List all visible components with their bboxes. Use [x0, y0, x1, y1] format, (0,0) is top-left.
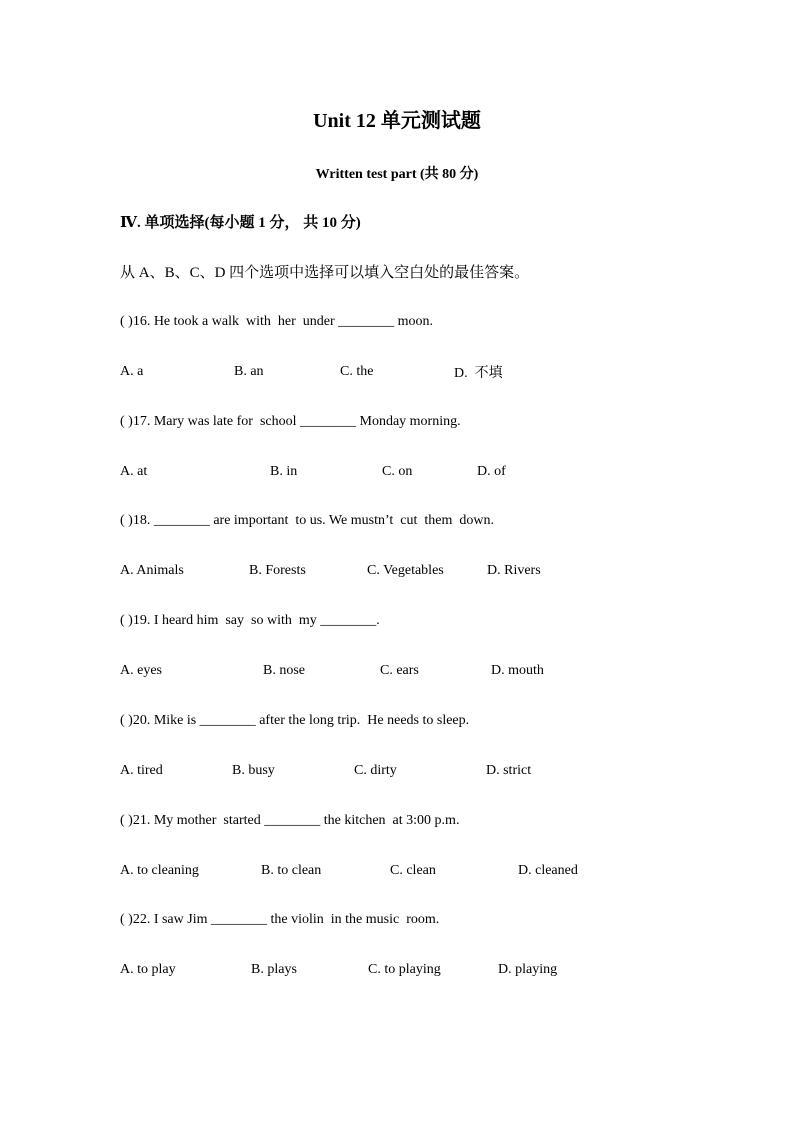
- question-18: ( )18. ________ are important to us. We mustn’t cut them down.: [120, 513, 494, 528]
- question-16-option-b: B. an: [234, 364, 264, 379]
- page-subtitle: Written test part (共 80 分): [315, 167, 479, 182]
- question-19-option-d: D. mouth: [491, 663, 544, 678]
- question-18-option-c: C. Vegetables: [367, 563, 444, 578]
- question-16-option-c: C. the: [340, 364, 374, 379]
- question-16-option-a: A. a: [120, 364, 144, 379]
- question-21-option-c: C. clean: [390, 863, 436, 878]
- question-21-option-b: B. to clean: [261, 863, 322, 878]
- question-17-option-c: C. on: [382, 464, 413, 479]
- question-16: ( )16. He took a walk with her under ________ moon.: [120, 314, 433, 329]
- question-20-option-d: D. strict: [486, 763, 532, 778]
- question-22-option-d: D. playing: [498, 962, 558, 977]
- question-20-option-a: A. tired: [120, 763, 163, 778]
- question-20: ( )20. Mike is ________ after the long trip. He needs to sleep.: [120, 713, 470, 728]
- question-21-option-d: D. cleaned: [518, 863, 578, 878]
- question-17-option-a: A. at: [120, 464, 148, 479]
- question-21-option-a: A. to cleaning: [120, 863, 199, 878]
- question-19-option-a: A. eyes: [120, 663, 162, 678]
- page-title: Unit 12 单元测试题: [313, 110, 481, 132]
- question-22: ( )22. I saw Jim ________ the violin in the music room.: [120, 912, 440, 927]
- question-22-option-b: B. plays: [251, 962, 297, 977]
- question-19-option-b: B. nose: [263, 663, 305, 678]
- question-20-option-b: B. busy: [232, 763, 275, 778]
- question-17-option-b: B. in: [270, 464, 298, 479]
- question-20-option-c: C. dirty: [354, 763, 397, 778]
- question-22-option-c: C. to playing: [368, 962, 441, 977]
- question-17: ( )17. Mary was late for school ________ Monday morning.: [120, 414, 461, 429]
- question-18-option-d: D. Rivers: [487, 563, 541, 578]
- question-19: ( )19. I heard him say so with my ________.: [120, 613, 380, 628]
- question-16-option-d: D. 不填: [454, 366, 503, 381]
- question-17-option-d: D. of: [477, 464, 506, 479]
- question-21: ( )21. My mother started ________ the kitchen at 3:00 p.m.: [120, 813, 460, 828]
- section-heading: Ⅳ. 单项选择(每小题 1 分， 共 10 分): [120, 215, 361, 231]
- question-19-option-c: C. ears: [380, 663, 419, 678]
- question-18-option-a: A. Animals: [120, 563, 184, 578]
- question-18-option-b: B. Forests: [249, 563, 306, 578]
- question-22-option-a: A. to play: [120, 962, 176, 977]
- instruction-text: 从 A、B、C、D 四个选项中选择可以填入空白处的最佳答案。: [120, 265, 530, 281]
